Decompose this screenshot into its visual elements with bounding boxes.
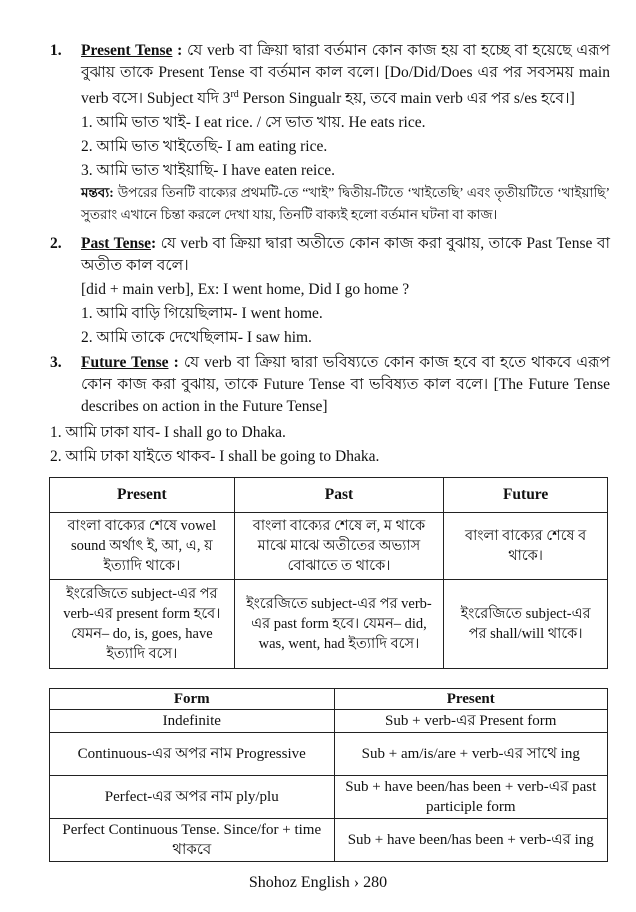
superscript: rd bbox=[230, 89, 239, 100]
table-row bbox=[50, 733, 608, 776]
table-cell: Sub + am/is/are + verb-এর সাথে ing bbox=[334, 733, 608, 776]
section-number: 1. bbox=[50, 42, 62, 59]
section-number: 3. bbox=[50, 354, 62, 371]
section-number: 2. bbox=[50, 235, 62, 252]
header-cell: Past bbox=[234, 478, 444, 513]
future-examples bbox=[50, 420, 610, 468]
section-heading: Past Tense bbox=[81, 235, 151, 252]
table-header-row bbox=[50, 689, 608, 710]
section-text: যে verb বা ক্রিয়া দ্বারা বর্তমান কোন কাজ হয় বা হচ্ছে বা হয়েছে এরূপ বুঝায় তাকে Present Tense বা বর্তমান কাল বলে। [Do/Did/Does এর পর সবসময় main verb বসে। Subject যদি 3 bbox=[81, 42, 610, 108]
section-text: যে verb বা ক্রিয়া দ্বারা অতীতে কোন কাজ করা বুঝায়, তাকে Past Tense বা অতীত কাল বলে। bbox=[81, 235, 610, 274]
table-cell: Sub + have been/has been + verb-এর past participle form bbox=[334, 776, 608, 819]
table-cell: বাংলা বাক্যের শেষে ল, ম থাকে মাঝে মাঝে অতীতের অভ্যাস বোঝাতে ত থাকে। bbox=[234, 513, 444, 580]
table-cell: Perfect Continuous Tense. Since/for + time থাকবে bbox=[50, 819, 335, 862]
section-present-tense bbox=[50, 40, 610, 226]
header-cell: Future bbox=[444, 478, 608, 513]
example-line: 1. আমি ঢাকা যাব- I shall go to Dhaka. bbox=[50, 424, 286, 441]
section-heading: Present Tense bbox=[81, 42, 173, 59]
table-header-row bbox=[50, 478, 608, 513]
section-text: যে verb বা ক্রিয়া দ্বারা ভবিষ্যতে কোন কাজ হবে বা হতে থাকবে এরূপ কোন কাজ করা বুঝায়, তাকে Future Tense বা ভবিষ্যত কাল বলে। [The Future Tense describes on action in the Future Tense] bbox=[81, 354, 610, 415]
table-row bbox=[50, 819, 608, 862]
section-text-cont: Person Singualr হয়, তবে main verb এর পর s/es হবে।] bbox=[238, 90, 575, 108]
example-line: 2. আমি ভাত খাইতেছি- I am eating rice. bbox=[81, 138, 328, 156]
table-row bbox=[50, 580, 608, 669]
table-cell: বাংলা বাক্যের শেষে ব থাকে। bbox=[444, 513, 608, 580]
section-future-tense bbox=[50, 352, 610, 418]
section-past-tense bbox=[50, 233, 610, 349]
example-line: 1. আমি বাড়ি গিয়েছিলাম- I went home. bbox=[81, 305, 323, 322]
table-cell: Sub + have been/has been + verb-এর ing bbox=[334, 819, 608, 862]
header-cell: Present bbox=[334, 689, 608, 710]
table-cell: বাংলা বাক্যের শেষে vowel sound অর্থাৎ ই, আ, এ, য় ইত্যাদি থাকে। bbox=[50, 513, 235, 580]
header-cell: Form bbox=[50, 689, 335, 710]
section-heading: Future Tense bbox=[81, 354, 169, 371]
table-cell: Sub + verb-এর Present form bbox=[334, 710, 608, 733]
tense-comparison-table bbox=[49, 477, 608, 669]
rule-line: [did + main verb], Ex: I went home, Did I go home ? bbox=[81, 281, 410, 298]
form-table bbox=[49, 688, 608, 862]
table-row bbox=[50, 776, 608, 819]
note-label: মন্তব্য: bbox=[81, 185, 114, 201]
page-footer: Shohoz English › 280 bbox=[248, 874, 388, 891]
example-line: 3. আমি ভাত খাইয়াছি- I have eaten reice. bbox=[81, 162, 335, 180]
header-cell: Present bbox=[50, 478, 235, 513]
table-cell: Perfect-এর অপর নাম ply/plu bbox=[50, 776, 335, 819]
heading-colon: : bbox=[150, 235, 157, 252]
table-cell: ইংরেজিতে subject-এর পর verb-এর past form হবে। যেমন– did, was, went, had ইত্যাদি বসে। bbox=[234, 580, 444, 669]
heading-colon: : bbox=[168, 354, 179, 371]
example-line: 1. আমি ভাত খাই- I eat rice. / সে ভাত খায়. He eats rice. bbox=[81, 114, 426, 132]
note-text: উপরের তিনটি বাক্যের প্রথমটি-তে “খাই” দ্বিতীয়-টিতে ‘খাইতেছি’ এবং তৃতীয়টিতে ‘খাইয়াছি’ সুতরাং এখানে চিন্তা করলে দেখা যায়, তিনটি বাক্যই হলো বর্তমান ঘটনা বা কাজ। bbox=[81, 185, 610, 223]
table-row bbox=[50, 513, 608, 580]
table-cell: Indefinite bbox=[50, 710, 335, 733]
example-line: 2. আমি ঢাকা যাইতে থাকব- I shall be going to Dhaka. bbox=[50, 448, 380, 465]
heading-colon: : bbox=[172, 42, 183, 59]
table-cell: ইংরেজিতে subject-এর পর verb-এর present form হবে। যেমন– do, is, goes, have ইত্যাদি বসে। bbox=[50, 580, 235, 669]
table-cell: Continuous-এর অপর নাম Progressive bbox=[50, 733, 335, 776]
example-line: 2. আমি তাকে দেখেছিলাম- I saw him. bbox=[81, 329, 312, 346]
table-cell: ইংরেজিতে subject-এর পর shall/will থাকে। bbox=[444, 580, 608, 669]
table-row bbox=[50, 710, 608, 733]
